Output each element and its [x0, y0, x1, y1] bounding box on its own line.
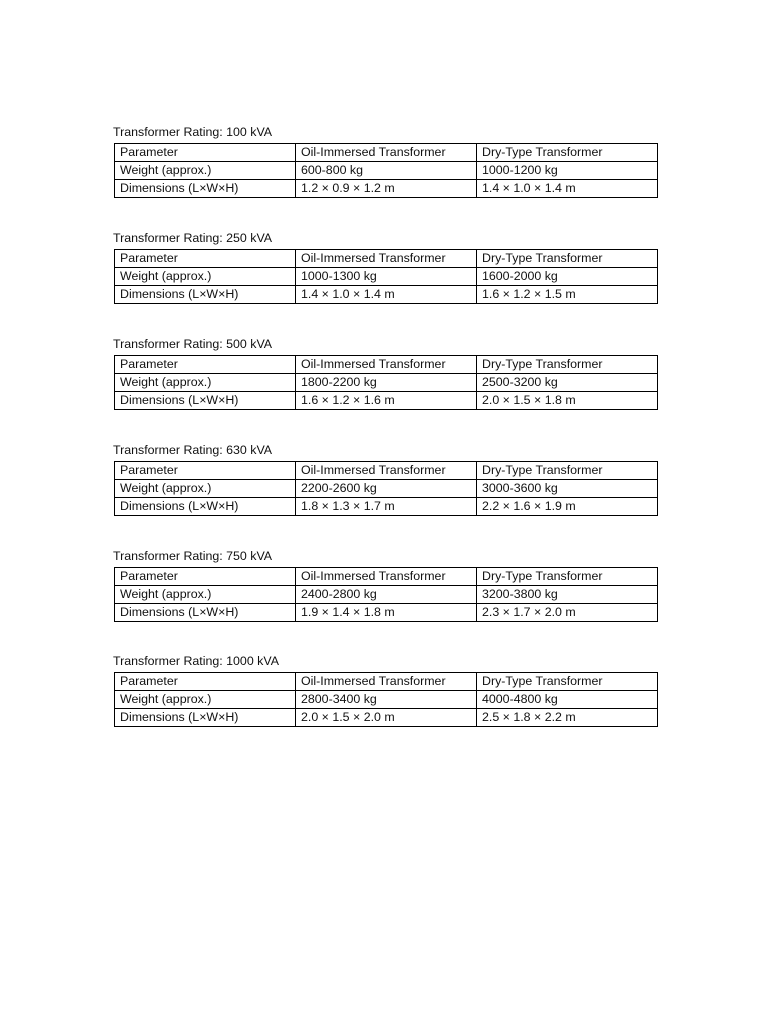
- table-cell: 2.5 × 1.8 × 2.2 m: [477, 709, 658, 727]
- table-cell: 1.4 × 1.0 × 1.4 m: [477, 180, 658, 198]
- table-cell: Dimensions (L×W×H): [115, 498, 296, 516]
- table-row: [115, 268, 658, 286]
- header-cell-dry-type: Dry-Type Transformer: [477, 673, 658, 691]
- table-cell: Weight (approx.): [115, 162, 296, 180]
- section-title: Transformer Rating: 100 kVA: [113, 125, 273, 139]
- spec-table: [114, 461, 658, 516]
- header-cell-oil-immersed: Oil-Immersed Transformer: [296, 673, 477, 691]
- table-header-row: [115, 356, 658, 374]
- table-cell: 3000-3600 kg: [477, 480, 658, 498]
- table-row: [115, 498, 658, 516]
- header-cell-dry-type: Dry-Type Transformer: [477, 568, 658, 586]
- header-cell-oil-immersed: Oil-Immersed Transformer: [296, 356, 477, 374]
- table-header-row: [115, 462, 658, 480]
- table-row: [115, 286, 658, 304]
- table-header-row: [115, 144, 658, 162]
- table-row: [115, 604, 658, 622]
- table-cell: 2.3 × 1.7 × 2.0 m: [477, 604, 658, 622]
- table-cell: 1600-2000 kg: [477, 268, 658, 286]
- header-cell-parameter: Parameter: [115, 568, 296, 586]
- table-cell: Dimensions (L×W×H): [115, 709, 296, 727]
- table-row: [115, 392, 658, 410]
- spec-table: [114, 355, 658, 410]
- spec-table: [114, 672, 658, 727]
- rating-section-750kva: [113, 549, 657, 622]
- table-cell: 2200-2600 kg: [296, 480, 477, 498]
- header-cell-parameter: Parameter: [115, 144, 296, 162]
- table-header-row: [115, 250, 658, 268]
- rating-section-250kva: [113, 231, 657, 304]
- section-title: Transformer Rating: 500 kVA: [113, 337, 273, 351]
- table-cell: 1000-1300 kg: [296, 268, 477, 286]
- table-row: [115, 162, 658, 180]
- table-cell: 2.2 × 1.6 × 1.9 m: [477, 498, 658, 516]
- table-row: [115, 709, 658, 727]
- rating-section-630kva: [113, 443, 657, 516]
- section-title: Transformer Rating: 1000 kVA: [113, 654, 279, 668]
- header-cell-oil-immersed: Oil-Immersed Transformer: [296, 144, 477, 162]
- table-cell: 600-800 kg: [296, 162, 477, 180]
- table-cell: Dimensions (L×W×H): [115, 180, 296, 198]
- section-title: Transformer Rating: 250 kVA: [113, 231, 273, 245]
- table-cell: 1.9 × 1.4 × 1.8 m: [296, 604, 477, 622]
- table-cell: 2800-3400 kg: [296, 691, 477, 709]
- table-cell: Dimensions (L×W×H): [115, 286, 296, 304]
- table-row: [115, 480, 658, 498]
- table-row: [115, 180, 658, 198]
- header-cell-oil-immersed: Oil-Immersed Transformer: [296, 462, 477, 480]
- table-cell: 2.0 × 1.5 × 1.8 m: [477, 392, 658, 410]
- table-cell: 2.0 × 1.5 × 2.0 m: [296, 709, 477, 727]
- header-cell-dry-type: Dry-Type Transformer: [477, 356, 658, 374]
- spec-table: [114, 249, 658, 304]
- table-row: [115, 691, 658, 709]
- header-cell-dry-type: Dry-Type Transformer: [477, 250, 658, 268]
- header-cell-oil-immersed: Oil-Immersed Transformer: [296, 250, 477, 268]
- spec-table: [114, 143, 658, 198]
- table-cell: Weight (approx.): [115, 691, 296, 709]
- table-cell: Dimensions (L×W×H): [115, 604, 296, 622]
- table-header-row: [115, 568, 658, 586]
- spec-table: [114, 567, 658, 622]
- table-cell: 4000-4800 kg: [477, 691, 658, 709]
- table-cell: Weight (approx.): [115, 586, 296, 604]
- table-cell: Weight (approx.): [115, 268, 296, 286]
- section-title: Transformer Rating: 630 kVA: [113, 443, 273, 457]
- table-cell: 1.6 × 1.2 × 1.6 m: [296, 392, 477, 410]
- header-cell-dry-type: Dry-Type Transformer: [477, 144, 658, 162]
- table-cell: 3200-3800 kg: [477, 586, 658, 604]
- header-cell-parameter: Parameter: [115, 356, 296, 374]
- header-cell-dry-type: Dry-Type Transformer: [477, 462, 658, 480]
- table-cell: Dimensions (L×W×H): [115, 392, 296, 410]
- header-cell-oil-immersed: Oil-Immersed Transformer: [296, 568, 477, 586]
- header-cell-parameter: Parameter: [115, 462, 296, 480]
- rating-section-500kva: [113, 337, 657, 410]
- rating-section-1000kva: [113, 654, 657, 727]
- table-cell: 1.6 × 1.2 × 1.5 m: [477, 286, 658, 304]
- table-row: [115, 374, 658, 392]
- table-cell: 1.2 × 0.9 × 1.2 m: [296, 180, 477, 198]
- rating-section-100kva: [113, 125, 657, 198]
- table-row: [115, 586, 658, 604]
- table-header-row: [115, 673, 658, 691]
- table-cell: 2400-2800 kg: [296, 586, 477, 604]
- table-cell: 1.4 × 1.0 × 1.4 m: [296, 286, 477, 304]
- table-cell: Weight (approx.): [115, 374, 296, 392]
- header-cell-parameter: Parameter: [115, 250, 296, 268]
- table-cell: 2500-3200 kg: [477, 374, 658, 392]
- table-cell: 1.8 × 1.3 × 1.7 m: [296, 498, 477, 516]
- header-cell-parameter: Parameter: [115, 673, 296, 691]
- table-cell: Weight (approx.): [115, 480, 296, 498]
- table-cell: 1000-1200 kg: [477, 162, 658, 180]
- section-title: Transformer Rating: 750 kVA: [113, 549, 273, 563]
- table-cell: 1800-2200 kg: [296, 374, 477, 392]
